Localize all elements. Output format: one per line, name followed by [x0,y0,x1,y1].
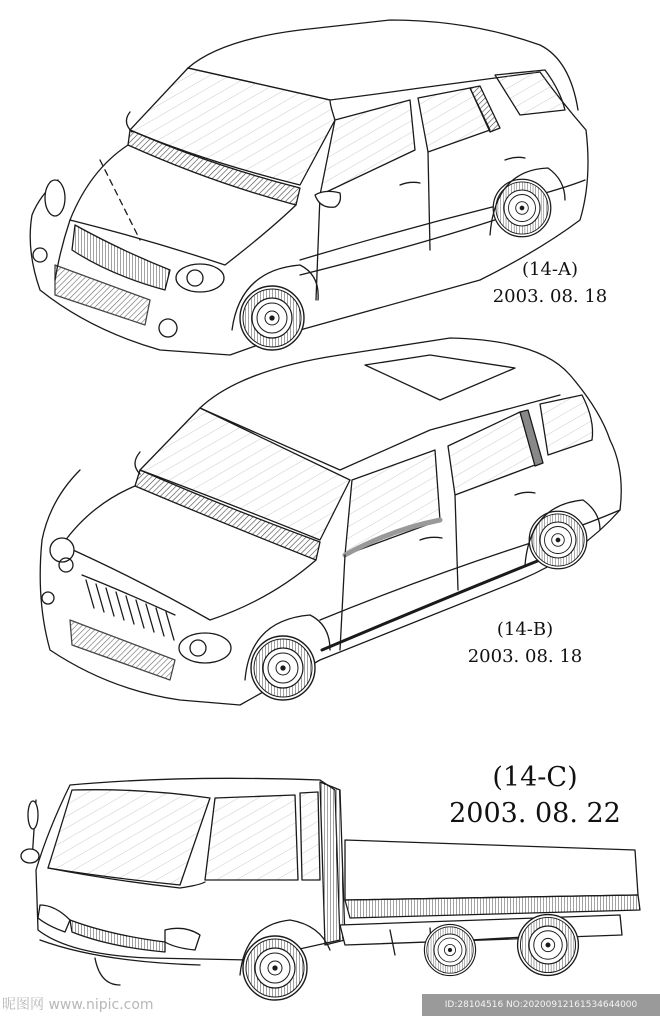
car-a-date: 2003. 08. 18 [492,286,608,307]
car-b-code: (14-B) [496,619,554,640]
watermark-site: 昵图网 www.nipic.com [2,997,154,1013]
truck-c-code: (14-C) [492,762,578,793]
truck-c-label [420,760,650,832]
car-a-code: (14-A) [521,259,579,280]
car-b-date: 2003. 08. 18 [467,646,583,667]
watermark-id: ID:28104516 NO:20200912161534644000 [422,994,660,1016]
truck-c-date: 2003. 08. 22 [449,798,621,829]
car-a-label [470,256,630,310]
car-b-label [445,616,605,670]
